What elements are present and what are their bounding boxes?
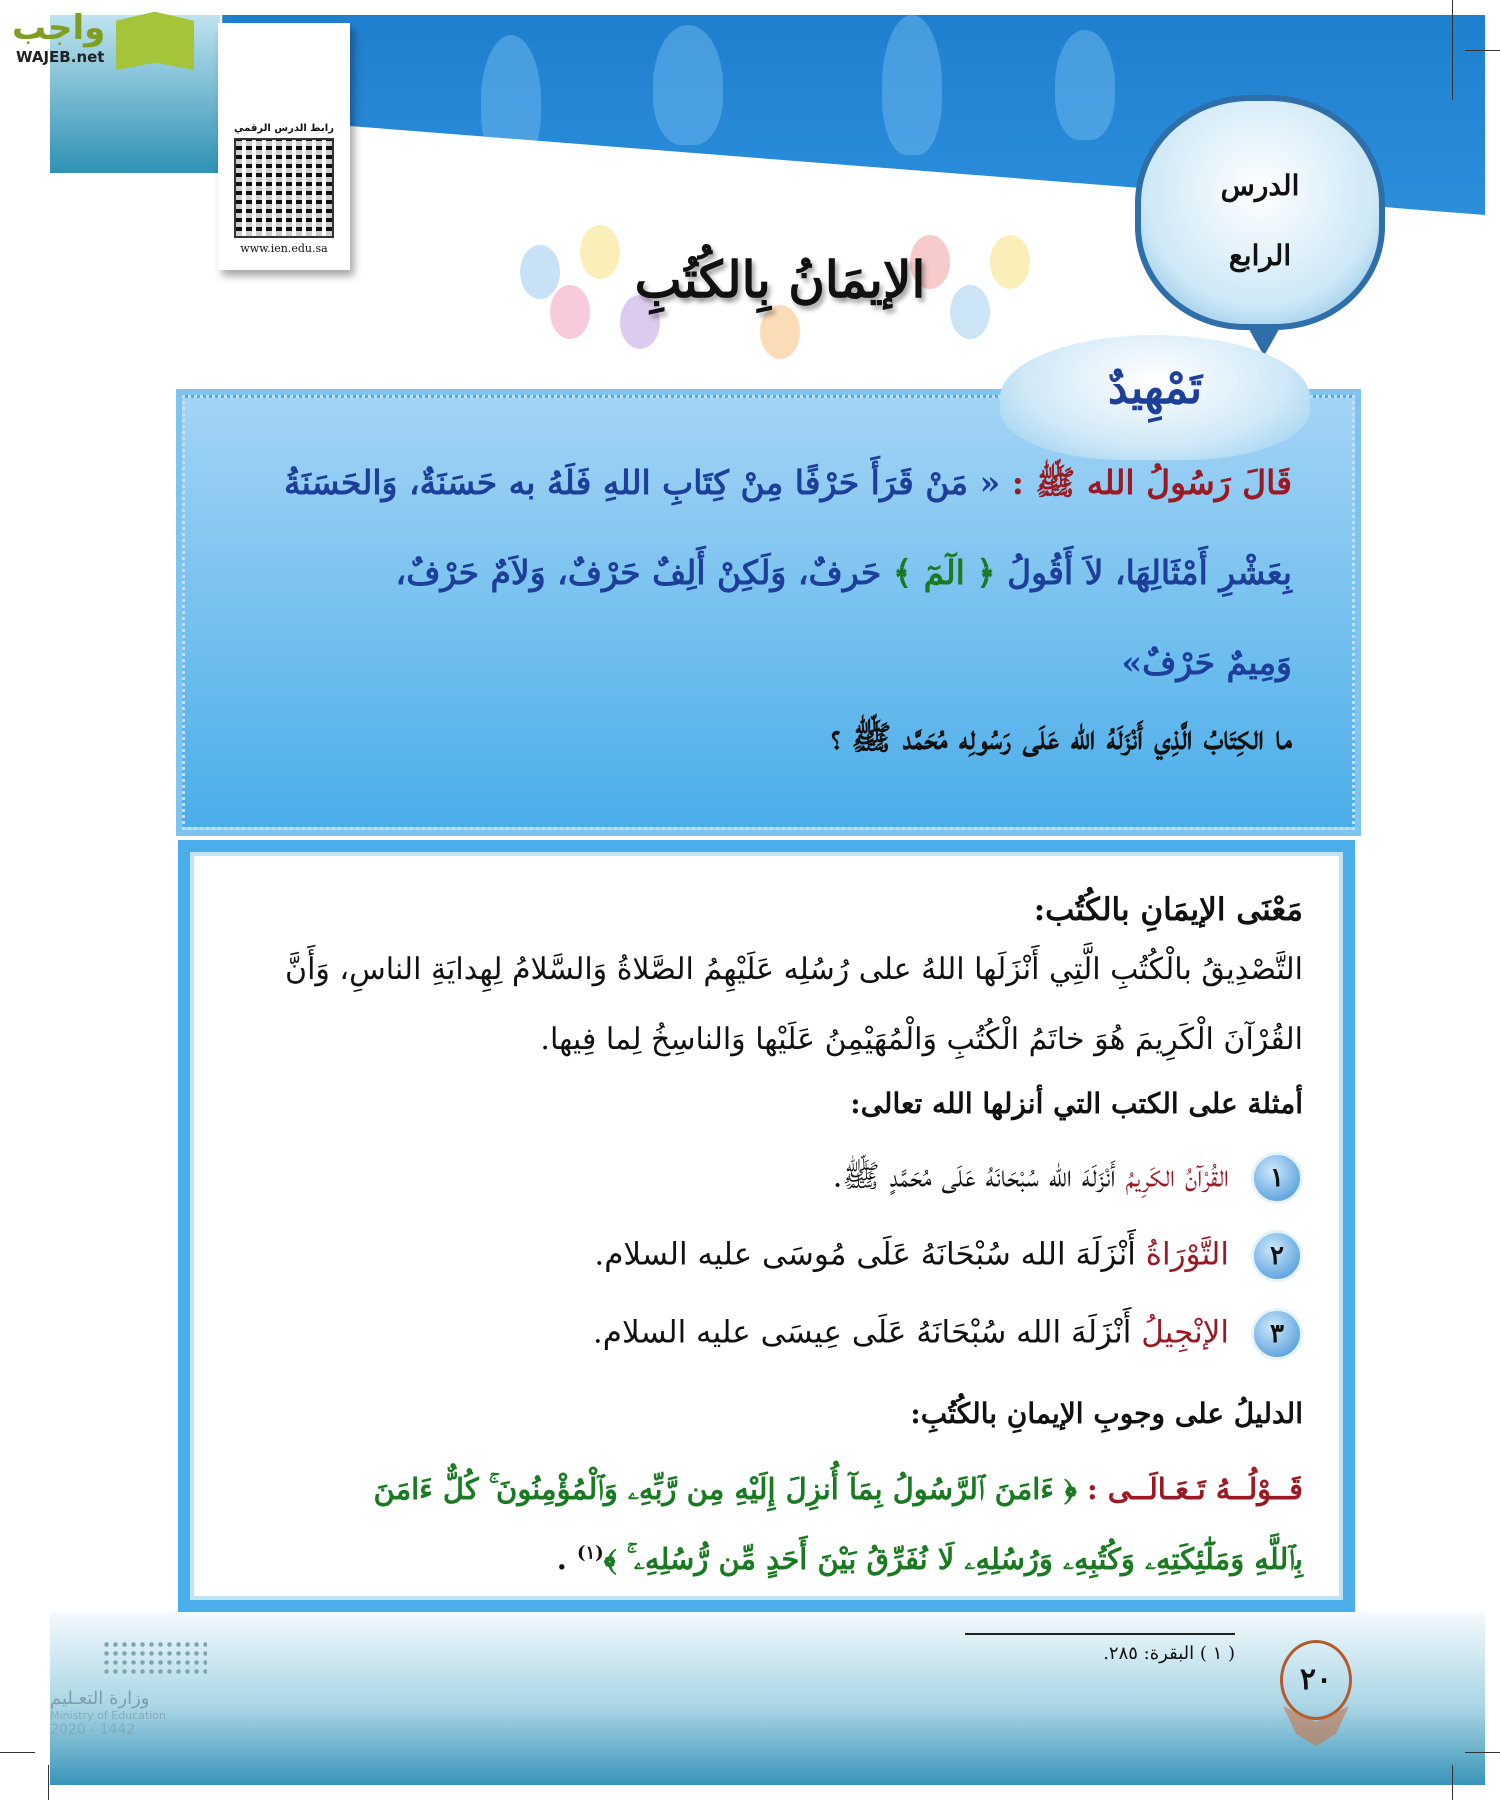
evidence-intro: قَــوْلُــهُ تَـعَـالَــى : [1087, 1472, 1303, 1506]
page-number: ٢٠ [1280, 1640, 1352, 1720]
book-name: القُرْآنُ الكَرِيمُ [1125, 1158, 1229, 1195]
crop-mark [1452, 1765, 1453, 1800]
footnote-ref: (١) [576, 1542, 604, 1564]
book-name: التَّوْرَاةُ [1145, 1236, 1229, 1273]
crop-mark [1465, 50, 1500, 51]
ministry-logo [50, 1640, 220, 1738]
ministry-emblem-icon [102, 1640, 207, 1674]
hadith-speaker: قَالَ رَسُولُ الله ﷺ : [1011, 463, 1292, 502]
lesson-badge [1135, 95, 1385, 330]
ministry-name-ar: وزارة التعـليم [50, 1688, 150, 1709]
qr-caption: رابط الدرس الرقمي [234, 123, 334, 134]
evidence-heading: الدليلُ على وجوبِ الإيمانِ بالكُتُبِ: [910, 1397, 1303, 1430]
qr-card[interactable] [218, 23, 350, 270]
ministry-name-en: Ministry of Education [50, 1709, 167, 1722]
footer-band [50, 1612, 1485, 1785]
verse-line: ﴿ ءَامَنَ ٱلرَّسُولُ بِمَآ أُنزِلَ إِلَيْهِ مِن رَّبِّهِۦ وَٱلْمُؤْمِنُونَ ۚ كُلٌّ ءَامَنَ [373, 1472, 1077, 1506]
quran-letters: ﴿ الٓمٓ ﴾ [892, 553, 996, 592]
example-text: أَنْزَلَهَ الله سُبْحَانَهُ عَلَى مُحَمَّدٍ ﷺ. [832, 1158, 1116, 1195]
qr-url[interactable]: www.ien.edu.sa [240, 242, 328, 255]
verse-line: بِٱللَّهِ وَمَلَٰٓئِكَتِهِۦ وَكُتُبِهِۦ وَرُسُلِهِۦ لَا نُفَرِّقُ بَيْنَ أَحَدٍ مِّن رُّسُلِهِۦ ۚ ﴾ [603, 1542, 1303, 1576]
crop-mark [48, 1765, 49, 1800]
lesson-label: الدرس [1220, 169, 1300, 202]
crop-mark [1452, 0, 1453, 100]
footnote-divider [965, 1633, 1235, 1635]
example-item [230, 1152, 1303, 1204]
book-name: الإنْجِيلُ [1141, 1314, 1229, 1351]
footnote: ( ١ ) البقرة: ٢٨٥. [1103, 1643, 1235, 1664]
hadith-line: « مَنْ قَرَأَ حَرْفًا مِنْ كِتَابِ اللهِ فَلَهُ به حَسَنَةٌ، وَالحَسَنَةُ [283, 463, 1001, 502]
crop-mark [0, 1752, 35, 1753]
example-item [230, 1308, 1303, 1360]
example-item [230, 1230, 1303, 1282]
definition-text: التَّصْدِيقُ بالْكُتُبِ الَّتِي أَنْزَلَها اللهُ على رُسُلِه عَلَيْهِمُ الصَّلاةُ وَالسَّلامُ لِهِدايَةِ الناسِ، وَأَنَّ [285, 952, 1303, 987]
wajeb-logo [8, 8, 188, 70]
hadith-line: حَرفٌ، وَلَكِنْ أَلِفٌ حَرْفٌ، وَلاَمٌ حَرْفٌ، [395, 553, 882, 592]
intro-box [182, 395, 1355, 830]
examples-heading: أمثلة على الكتب التي أنزلها الله تعالى: [850, 1087, 1303, 1120]
logo-text: واجب [12, 8, 106, 48]
definition-heading: مَعْنَى الإيمَانِ بالكُتُب: [1033, 892, 1303, 928]
edition-year: 2020 - 1442 [50, 1722, 136, 1738]
example-text: أَنْزَلَهَ الله سُبْحَانَهُ عَلَى مُوسَى عليه السلام. [594, 1236, 1136, 1273]
title-decoration [510, 215, 1050, 355]
lesson-number: الرابع [1228, 239, 1292, 272]
hadith-line: بِعَشْرِ أَمْثَالِهَا، لاَ أَقُولُ [1007, 553, 1292, 592]
qr-code-icon[interactable] [234, 138, 334, 238]
book-icon [116, 12, 194, 70]
hadith-line: وَمِيمٌ حَرْفٌ» [1121, 643, 1292, 682]
crop-mark [1465, 1752, 1500, 1753]
intro-heading: تَمْهِيدٌ [1000, 335, 1310, 460]
verse-end: . [556, 1542, 567, 1576]
example-text: أَنْزَلَهَ الله سُبْحَانَهُ عَلَى عِيسَى عليه السلام. [592, 1314, 1132, 1351]
intro-question: ما الكِتَابُ الَّذِي أَنْزَلَهُ الله عَلَى رَسُولِه مُحَمَّد ﷺ ؟ [830, 718, 1292, 757]
number-badge: ١ [1251, 1152, 1303, 1204]
definition-text: القُرْآنَ الْكَرِيمَ هُوَ خاتَمُ الْكُتُبِ وَالْمُهَيْمِنُ عَلَيْها وَالناسِخُ لِما فِيها. [540, 1022, 1303, 1057]
page-title: الإيمَانُ بِالكُتُبِ [634, 250, 926, 309]
number-badge: ٢ [1251, 1230, 1303, 1282]
content-box [178, 840, 1355, 1612]
number-badge: ٣ [1251, 1308, 1303, 1360]
logo-subtext: WAJEB.net [16, 48, 105, 66]
